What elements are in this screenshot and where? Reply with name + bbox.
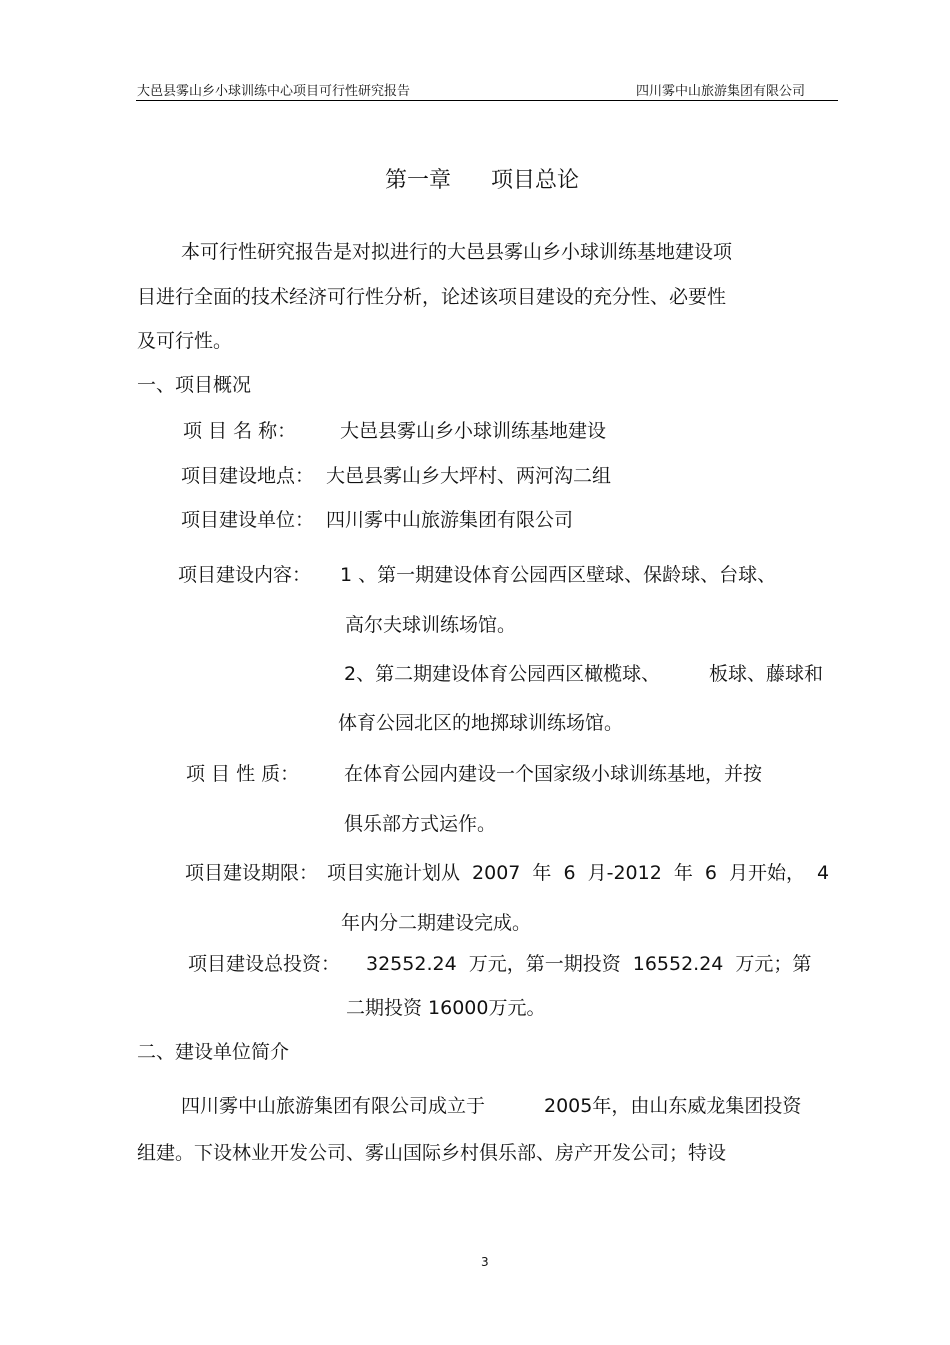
project-investment-line-2: 二期投资 16000万元。 <box>346 997 546 1019</box>
project-content-item-2-tail: 板球、藤球和 <box>709 663 824 685</box>
section-1-heading: 一、项目概况 <box>137 374 252 396</box>
project-period-label: 项目建设期限： <box>185 862 319 884</box>
project-investment-label: 项目建设总投资： <box>188 953 341 975</box>
project-period-line-1: 项目实施计划从 2007 年 6 月-2012 年 6 月开始， 4 <box>327 862 830 884</box>
project-nature-line-2: 俱乐部方式运作。 <box>344 813 497 835</box>
chapter-name: 项目总论 <box>491 168 580 193</box>
company-intro-line-1a: 四川雾中山旅游集团有限公司成立于 <box>181 1095 486 1117</box>
intro-line-3: 及可行性。 <box>137 330 233 352</box>
intro-line-2: 目进行全面的技术经济可行性分析，论述该项目建设的充分性、必要性 <box>137 286 727 308</box>
header-rule <box>136 100 838 101</box>
chapter-title <box>385 163 579 194</box>
project-nature-label: 项 目 性 质： <box>186 763 300 785</box>
project-location-value: 大邑县雾山乡大坪村、两河沟二组 <box>326 465 612 487</box>
project-content-label: 项目建设内容： <box>178 564 312 586</box>
intro-line-1: 本可行性研究报告是对拟进行的大邑县雾山乡小球训练基地建设项 <box>181 241 733 263</box>
running-header-right: 四川雾中山旅游集团有限公司 <box>636 84 806 99</box>
project-name-label: 项 目 名 称： <box>183 420 297 442</box>
company-intro-line-1b: 2005年，由山东威龙集团投资 <box>544 1095 802 1117</box>
project-content-item-2: 2、第二期建设体育公园西区橄榄球、 <box>344 663 661 685</box>
project-name-value: 大邑县雾山乡小球训练基地建设 <box>340 420 607 442</box>
project-unit-value: 四川雾中山旅游集团有限公司 <box>326 509 574 531</box>
project-nature-line-1: 在体育公园内建设一个国家级小球训练基地，并按 <box>344 763 763 785</box>
chapter-number: 第一章 <box>385 168 452 193</box>
company-intro-line-2: 组建。下设林业开发公司、雾山国际乡村俱乐部、房产开发公司；特设 <box>137 1142 727 1164</box>
page-number: 3 <box>481 1255 489 1269</box>
running-header-left: 大邑县雾山乡小球训练中心项目可行性研究报告 <box>137 84 411 99</box>
project-investment-line-1: 32552.24 万元，第一期投资 16552.24 万元；第 <box>366 953 812 975</box>
project-content-item-1-cont: 高尔夫球训练场馆。 <box>345 614 517 636</box>
project-content-item-1: 1 、第一期建设体育公园西区壁球、保龄球、台球、 <box>340 564 777 586</box>
section-2-heading: 二、建设单位简介 <box>137 1041 290 1063</box>
project-period-line-2: 年内分二期建设完成。 <box>341 912 532 934</box>
project-content-item-2-cont: 体育公园北区的地掷球训练场馆。 <box>338 712 624 734</box>
project-location-label: 项目建设地点： <box>181 465 315 487</box>
project-unit-label: 项目建设单位： <box>181 509 315 531</box>
